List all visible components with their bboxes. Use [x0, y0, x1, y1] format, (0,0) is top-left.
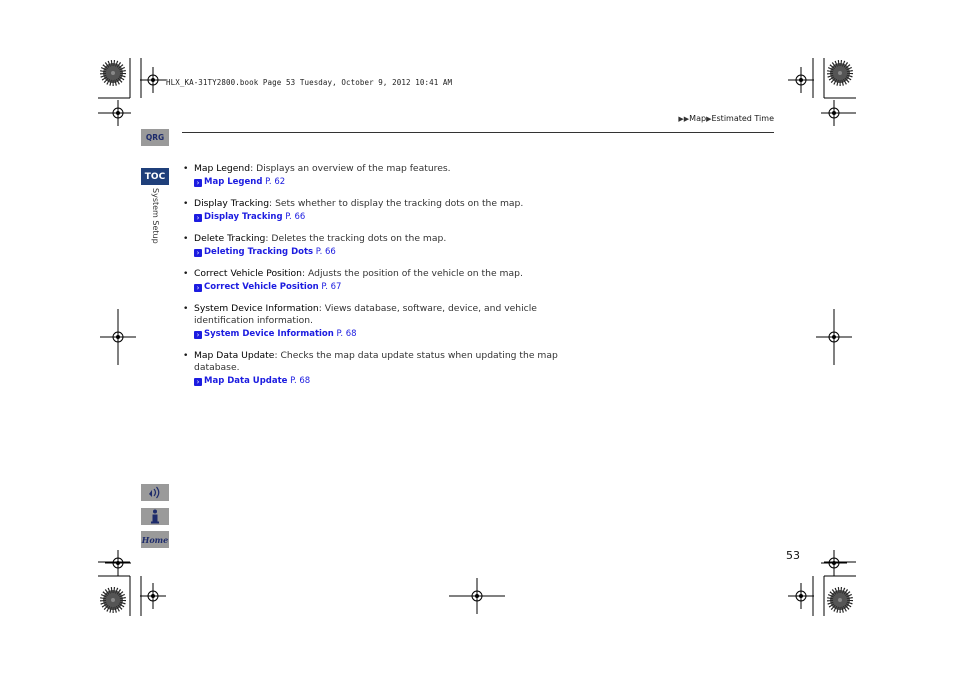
reference-label[interactable]: Display Tracking	[204, 212, 283, 222]
item-term: Delete Tracking	[194, 233, 266, 244]
reference-label[interactable]: Correct Vehicle Position	[204, 282, 319, 292]
reference-page[interactable]: P. 66	[285, 212, 306, 222]
print-job-header: HLX_KA-31TY2800.book Page 53 Tuesday, October 9, 2012 10:41 AM	[166, 78, 453, 87]
cross-reference-link[interactable]	[194, 281, 563, 293]
cross-reference-link[interactable]	[194, 176, 563, 188]
bullet: •	[183, 163, 189, 174]
breadcrumb-separator: ▶	[706, 115, 712, 123]
reference-arrow-icon: ›	[194, 284, 202, 292]
reference-arrow-icon: ›	[194, 179, 202, 187]
bullet: •	[183, 198, 189, 209]
breadcrumb-section[interactable]: Map	[689, 114, 707, 123]
qrg-button[interactable]	[141, 129, 169, 146]
toc-button-label: TOC	[144, 171, 166, 182]
page-number: 53	[786, 549, 800, 562]
cross-reference-link[interactable]	[194, 246, 563, 258]
voice-command-button[interactable]	[141, 484, 169, 501]
list-item	[183, 163, 563, 188]
item-term: Map Data Update	[194, 350, 275, 361]
item-term: Correct Vehicle Position	[194, 268, 303, 279]
bullet: •	[183, 233, 189, 244]
breadcrumb-topic: Estimated Time	[711, 114, 774, 123]
info-icon	[149, 509, 161, 524]
reference-arrow-icon: ›	[194, 214, 202, 222]
item-term: System Device Information	[194, 303, 319, 314]
breadcrumb	[678, 114, 774, 123]
home-icon: Home	[141, 534, 169, 545]
voice-command-icon	[147, 486, 163, 499]
breadcrumb-arrows: ▶▶	[678, 115, 690, 123]
reference-page[interactable]: P. 66	[315, 247, 336, 257]
header-rule	[182, 132, 774, 133]
item-description: : Displays an overview of the map features.	[250, 163, 451, 174]
reference-page[interactable]: P. 62	[265, 177, 286, 187]
item-term: Map Legend	[194, 163, 251, 174]
home-button[interactable]	[141, 531, 169, 548]
cross-reference-link[interactable]	[194, 211, 563, 223]
item-description: : Views database, software, device, and vehicle identification information.	[194, 303, 537, 326]
reference-page[interactable]: P. 68	[290, 376, 311, 386]
reference-arrow-icon: ›	[194, 331, 202, 339]
bullet: •	[183, 303, 189, 314]
item-description: : Sets whether to display the tracking dots on the map.	[269, 198, 524, 209]
item-description: : Adjusts the position of the vehicle on the map.	[302, 268, 523, 279]
bullet: •	[183, 350, 189, 361]
reference-label[interactable]: Map Data Update	[204, 376, 288, 386]
list-item	[183, 303, 563, 340]
cross-reference-link[interactable]	[194, 328, 563, 340]
item-description: : Deletes the tracking dots on the map.	[265, 233, 447, 244]
list-item	[183, 198, 563, 223]
reference-label[interactable]: Deleting Tracking Dots	[204, 247, 314, 257]
reference-page[interactable]: P. 68	[336, 329, 357, 339]
reference-page[interactable]: P. 67	[321, 282, 342, 292]
item-description: : Checks the map data update status when updating the map database.	[194, 350, 558, 373]
list-item	[183, 268, 563, 293]
reference-arrow-icon: ›	[194, 378, 202, 386]
qrg-button-label: QRG	[145, 133, 165, 142]
cross-reference-link[interactable]	[194, 375, 563, 387]
item-term: Display Tracking	[194, 198, 270, 209]
toc-button[interactable]	[141, 168, 169, 185]
reference-label[interactable]: Map Legend	[204, 177, 263, 187]
settings-list	[183, 163, 563, 397]
index-button[interactable]	[141, 508, 169, 525]
reference-label[interactable]: System Device Information	[204, 329, 334, 339]
list-item	[183, 350, 563, 387]
bullet: •	[183, 268, 189, 279]
chapter-label: System Setup	[151, 188, 160, 244]
list-item	[183, 233, 563, 258]
reference-arrow-icon: ›	[194, 249, 202, 257]
